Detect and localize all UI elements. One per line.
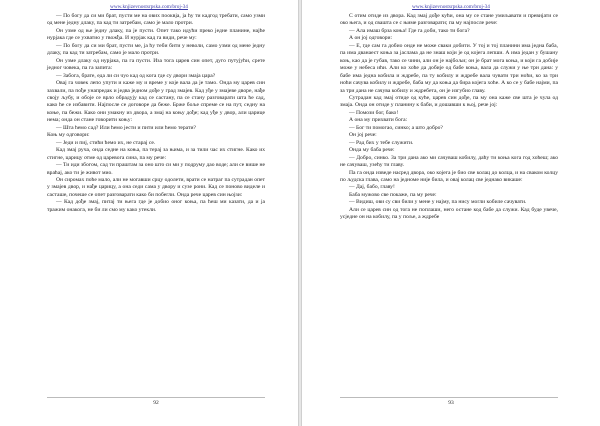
paragraph: — Помози бог, бако! bbox=[349, 109, 399, 116]
paragraph: Баба мужово све покаже, па му рече: bbox=[349, 191, 437, 198]
footer-rule bbox=[340, 397, 558, 398]
paragraph: Овај га човек лепо упути и каже му и време у које вала да је тамо. Онда му царев син захвали, па пође унапредак и једва једном дође у град змајев. Кад уђе у змајеве дворе, нађе своју љубу, и обоје се врло обрадују кад се састану, па се стану разговарати шта ће сад, како ће се избавити. Најпосле се договоре да беже. Брже боље спреме се на пут, седну на коње, па бежи. Како они умакну из двора, а змај на коњу дође; кад уђе у двор, али царице нема; онда он стане говорити коњу: bbox=[47, 80, 265, 124]
paragraph: — Ти иди збогом, сад ти праштам за оно што си ми у подруму дао воде; али се више не враћај, ако ти је живот мио. bbox=[47, 162, 265, 176]
paragraph: — По богу да си ми брат, пусти ме, ја ћу теби бити у неволи, само узми од мене једну длаку, па кад ти затребам, само је мало протри. bbox=[47, 42, 265, 57]
paragraph: Он узме длаку од нурјака, па га пусти. Иза тога царев син опет, дуго путујући, срете једног човека, па га запита: bbox=[47, 57, 265, 72]
paragraph: — Ала имаш брза коња! Где га доби, тако ти бога? bbox=[349, 27, 470, 34]
paragraph: А он јој одговори: bbox=[349, 35, 393, 42]
paragraph: — Дај, бабо, главу! bbox=[349, 184, 395, 191]
left-page bbox=[0, 0, 299, 426]
paragraph: — Кад дође змај, питај ти њега где је добио оног коња, па ћеш ми казати, да и ја тражим онакога, не би ли смо му како утекли. bbox=[47, 199, 265, 213]
paragraph: — Једи и пиј, стићи ћемо их, не старај се. bbox=[56, 139, 156, 146]
paragraph: — Забога, брате, еда ли си чуо кад од кога где су двори змаја цара? bbox=[56, 72, 216, 79]
paragraph: — Шта ћемо сад? Или ћемо јести и пити или ћемо терати? bbox=[56, 124, 196, 131]
paragraph: Сутрадан кад змај отиде од куће, царев син дође, па му она каже све шта је чула од змаја. Онда он отиде у планину к баби, и дошавши к њој, рече јој: bbox=[340, 94, 558, 109]
right-page bbox=[301, 0, 600, 426]
paragraph: — Добро, синко. За три дана ако ми сачуваш кобилу, даћу ти коња кога год хоћеш; ако не сачуваш, узећу ти главу. bbox=[340, 154, 558, 169]
paragraph: Он узме од ње једну длаку, па је пусти. Опет тако идући преко једне планине, најће нурјака где се ухватио у гвожђа. И нурјак кад га види, рече му: bbox=[47, 27, 265, 42]
paragraph: С отим отиде из двора. Кад змај дође кући, она му се стане умиљавати и превијати се око њега, и од свашта се с њиме разговарати; па му најпосле рече: bbox=[340, 13, 558, 27]
paragraph: Али се царев син од тога не поплаши, него остане код бабе да служи. Кад буде увече, усједне он на кобилу, па у поље, а ждребе bbox=[340, 206, 558, 221]
paragraph: — Бог ти помогао, синко; а што добро? bbox=[349, 124, 443, 131]
page-text bbox=[47, 13, 265, 214]
paragraph: — По богу да си ми брат, пусти ме на ових пооквја, ја ћу ти кадгод требати, само узми од мене једну длаку, па кад ти затребам, само је мало протри. bbox=[47, 13, 265, 27]
page-number: 93 bbox=[448, 400, 454, 406]
paragraph: Па га онда изведе насред двора, око којега је био све колац до колца, и на сваком колцу по људска глава, само на једноме није била, и овај колац све једнако викаше: bbox=[340, 169, 558, 183]
paragraph: Коњ му одговори: bbox=[47, 132, 90, 139]
paragraph: — Е, где сам га добио онде не може сваки добити. У тој и тој планини има једна баба, па има дванаест коња за јаслама да не знаш који је од којега лепши. А има један у бушану коњ, као да је губав, тако се чини, али он је најбољи; он је брат мога коња, и који га добије може у небеса ићи. Али ко хоће да добије од бабе коња, вала да служи у ње три дана: у бабе има једна кобила и ждребе, па ту кобилу и ждребе вала чувати три ноћи, ко за три ноћи сачува кобилу и ждребе, баба му да коња да бира којега хоће. А ко се у бабе најми, па за три дана не сачува кобилу и ждребета, он је изгубио главу. bbox=[340, 42, 558, 94]
paragraph: — Видиш, ови су сви били у мене у најму, па нису могли кобиле сачувати. bbox=[349, 199, 527, 206]
paragraph: Кад змај руча, онда седне на коња, па тераj за њима, и за тили час их стигне. Како их стигне, царицу отме од царевога сина, па му рече: bbox=[47, 147, 265, 161]
header-link[interactable]: www.knjizevnostsrpska.com/broj-34 bbox=[110, 4, 188, 10]
paragraph: Он јој рече: bbox=[349, 132, 377, 139]
paragraph: — Рад бих у тебе служити. bbox=[349, 139, 414, 146]
paragraph: Он сиромах поће мало, али не могавши срцу одолети, врати се натраг па сутрадан опет у змајев двор, и нађе царицу, а она седи сама у двору и сузе рони. Кад се поново виделе и састаше, почеше се опет разговарати како би побегли. Онда рече царев син њојзи: bbox=[47, 176, 265, 198]
page-number: 92 bbox=[153, 400, 159, 406]
header-link[interactable]: www.knjizevnostsrpska.com/broj-34 bbox=[412, 4, 490, 10]
paragraph: А она му прихвати бога: bbox=[349, 117, 408, 124]
page-text bbox=[340, 13, 558, 222]
paragraph: Онда му баба рече: bbox=[349, 147, 395, 154]
footer-rule bbox=[47, 397, 265, 398]
